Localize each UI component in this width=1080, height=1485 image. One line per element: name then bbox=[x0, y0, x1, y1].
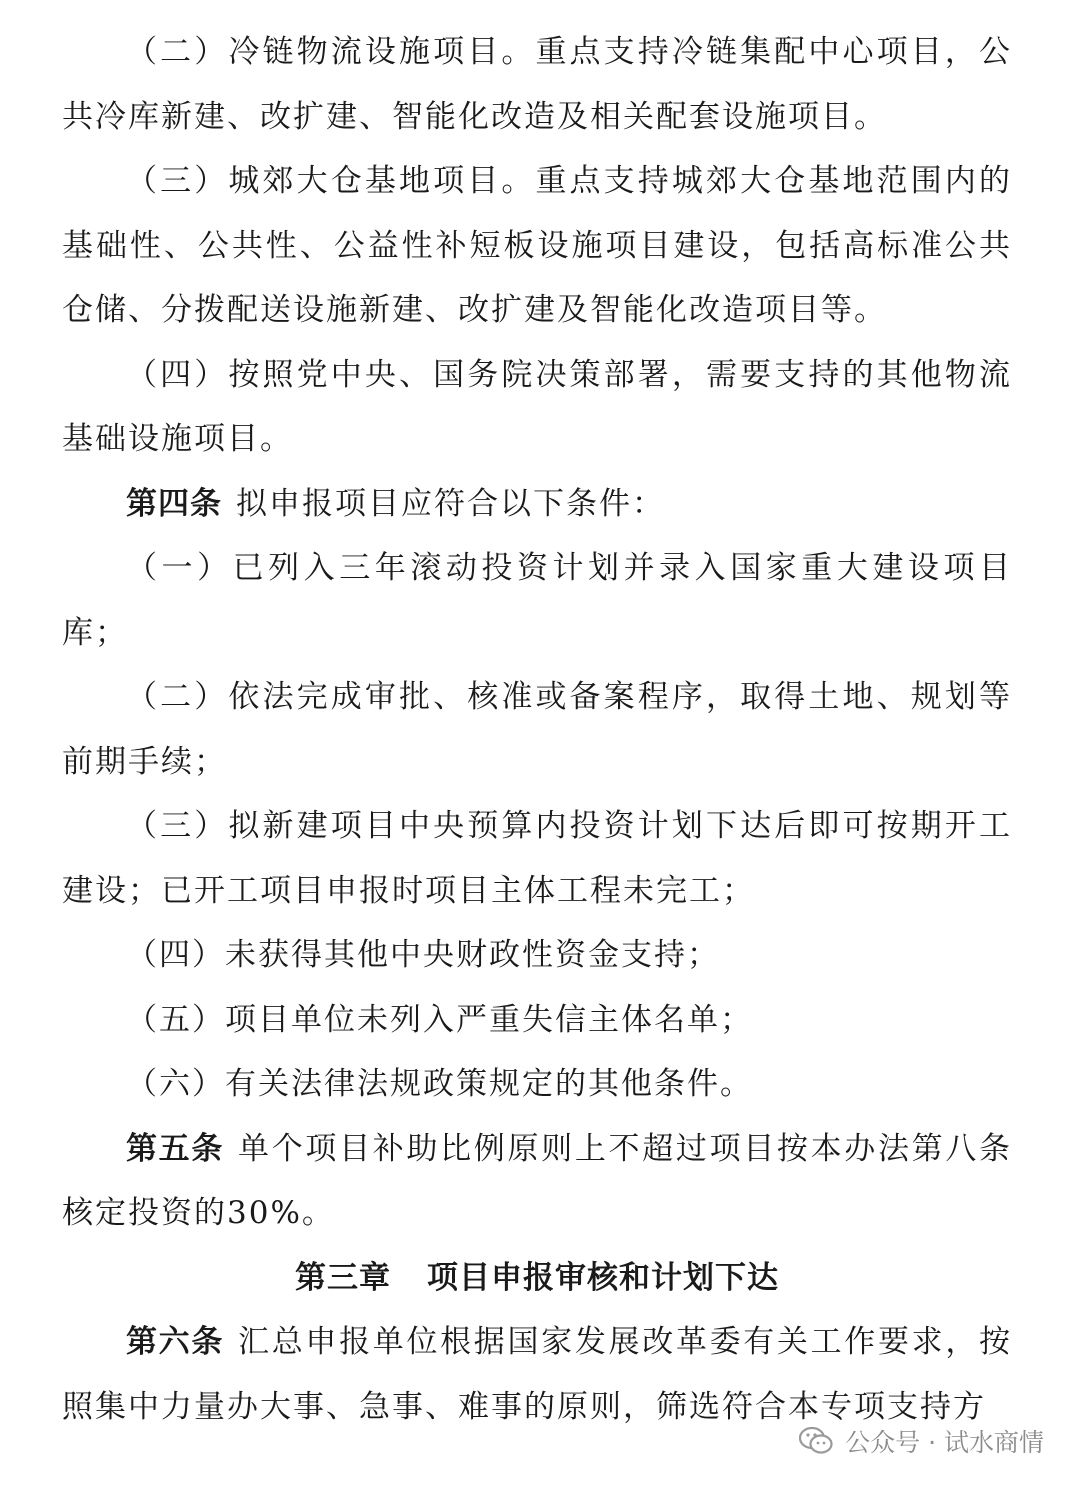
line-text: 核定投资的30%。 bbox=[62, 1195, 335, 1231]
text-line bbox=[62, 1117, 1012, 1182]
text-line bbox=[62, 1310, 1012, 1375]
line-text: （二）冷链物流设施项目。重点支持冷链集配中心项目，公 bbox=[126, 34, 1012, 70]
text-line bbox=[62, 278, 1012, 343]
line-text: （五）项目单位未列入严重失信主体名单； bbox=[126, 1001, 753, 1038]
paragraph bbox=[62, 988, 1012, 1053]
line-text: （二）依法完成审批、核准或备案程序，取得土地、规划等 bbox=[126, 679, 1012, 715]
line-text: 基础性、公共性、公益性补短板设施项目建设，包括高标准公共 bbox=[62, 227, 1012, 264]
text-line bbox=[62, 20, 1012, 85]
text-line bbox=[62, 472, 1012, 537]
paragraph bbox=[62, 1117, 1012, 1246]
paragraph bbox=[62, 20, 1012, 149]
line-text: （一）已列入三年滚动投资计划并录入国家重大建设项目 bbox=[126, 550, 1012, 586]
chapter-heading bbox=[62, 1246, 1012, 1311]
line-text: 前期手续； bbox=[62, 743, 227, 780]
article-label: 第六条 bbox=[126, 1324, 225, 1360]
text-line bbox=[62, 794, 1012, 859]
text-line bbox=[62, 407, 1012, 472]
paragraph bbox=[62, 665, 1012, 794]
text-line bbox=[62, 859, 1012, 924]
line-text: 建设；已开工项目申报时项目主体工程未完工； bbox=[62, 872, 755, 909]
chapter-title: 项目申报审核和计划下达 bbox=[427, 1259, 779, 1296]
line-text: （四）未获得其他中央财政性资金支持； bbox=[126, 937, 720, 973]
line-text: 库； bbox=[62, 614, 128, 651]
line-text: （六）有关法律法规政策规定的其他条件。 bbox=[126, 1066, 753, 1102]
paragraph bbox=[62, 343, 1012, 472]
text-line bbox=[62, 214, 1012, 279]
article-label: 第四条 bbox=[126, 485, 222, 522]
document-body bbox=[62, 20, 1012, 1439]
text-line bbox=[62, 536, 1012, 601]
watermark bbox=[799, 1423, 1044, 1459]
paragraph bbox=[62, 923, 1012, 988]
text-line bbox=[62, 730, 1012, 795]
chapter-number: 第三章 bbox=[295, 1259, 391, 1296]
paragraph bbox=[62, 1310, 1012, 1439]
line-text: （三）拟新建项目中央预算内投资计划下达后即可按期开工 bbox=[126, 808, 1012, 844]
text-line bbox=[62, 665, 1012, 730]
text-line bbox=[62, 343, 1012, 408]
watermark-text: 公众号 · 试水商情 bbox=[845, 1428, 1044, 1457]
line-text: 共冷库新建、改扩建、智能化改造及相关配套设施项目。 bbox=[62, 98, 887, 135]
text-line bbox=[62, 1052, 1012, 1117]
line-text: 基础设施项目。 bbox=[62, 421, 293, 457]
line-text: 汇总申报单位根据国家发展改革委有关工作要求，按 bbox=[238, 1324, 1013, 1360]
line-text: （三）城郊大仓基地项目。重点支持城郊大仓基地范围内的 bbox=[126, 163, 1012, 199]
paragraph bbox=[62, 794, 1012, 923]
paragraph-group bbox=[62, 1310, 1012, 1439]
paragraph bbox=[62, 149, 1012, 343]
paragraph bbox=[62, 536, 1012, 665]
text-line bbox=[62, 149, 1012, 214]
line-text: 仓储、分拨配送设施新建、改扩建及智能化改造项目等。 bbox=[62, 292, 887, 328]
line-text: 照集中力量办大事、急事、难事的原则，筛选符合本专项支持方 bbox=[62, 1388, 986, 1425]
text-line bbox=[62, 85, 1012, 150]
text-line bbox=[62, 923, 1012, 988]
wechat-icon bbox=[799, 1426, 833, 1456]
paragraph bbox=[62, 1052, 1012, 1117]
line-text: （四）按照党中央、国务院决策部署，需要支持的其他物流 bbox=[126, 356, 1012, 393]
text-line bbox=[62, 1181, 1012, 1246]
line-text: 拟申报项目应符合以下条件： bbox=[236, 485, 665, 522]
text-line bbox=[62, 601, 1012, 666]
paragraph-group bbox=[62, 20, 1012, 1246]
line-text: 单个项目补助比例原则上不超过项目按本办法第八条 bbox=[238, 1130, 1013, 1167]
paragraph bbox=[62, 472, 1012, 537]
article-label: 第五条 bbox=[126, 1130, 225, 1167]
text-line bbox=[62, 988, 1012, 1053]
